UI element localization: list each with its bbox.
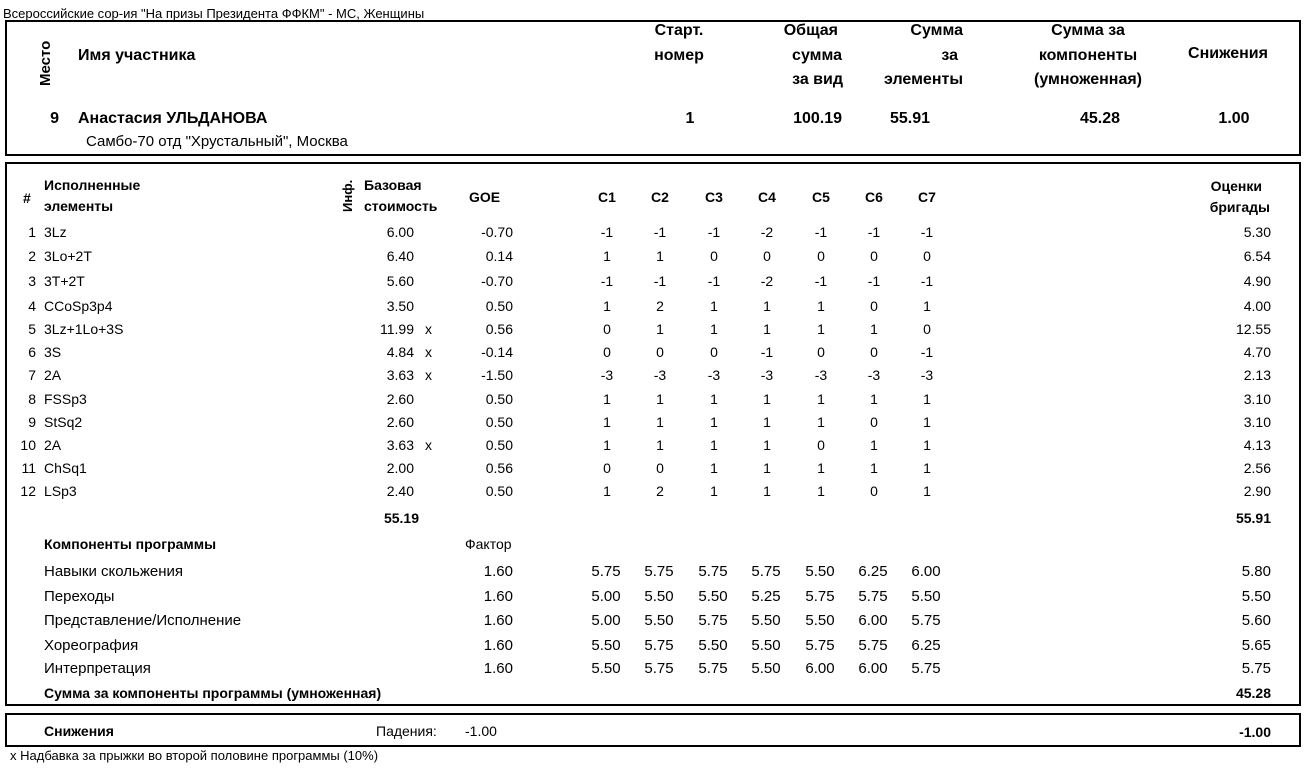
- component-judge-score: 5.50: [805, 612, 835, 629]
- element-judge-score: 1: [763, 298, 771, 314]
- component-judge-score: 6.00: [805, 660, 835, 677]
- goe-label: GOE: [469, 189, 501, 205]
- skater-club: Самбо-70 отд "Хрустальный", Москва: [86, 133, 348, 150]
- element-judge-score: 1: [763, 437, 771, 453]
- element-number: 5: [28, 321, 36, 337]
- element-judge-score: -2: [760, 273, 774, 289]
- skater-total: 100.19: [793, 110, 842, 127]
- element-judge-score: 2: [656, 483, 664, 499]
- element-number: 6: [28, 344, 36, 360]
- component-panel-score: 5.50: [1241, 588, 1271, 605]
- component-judge-score: 5.75: [805, 588, 835, 605]
- elements-base-total: 55.19: [383, 510, 419, 526]
- element-name: 3Lo+2T: [44, 248, 92, 264]
- component-judge-score: 5.75: [644, 637, 674, 654]
- component-judge-score: 6.00: [858, 660, 888, 677]
- element-judge-score: 1: [923, 298, 931, 314]
- element-judge-score: 0: [817, 248, 825, 264]
- deductions-section-label: Снижения: [44, 723, 114, 739]
- element-panel-score: 3.10: [1243, 391, 1271, 407]
- element-judge-score: -3: [814, 367, 828, 383]
- element-judge-score: 1: [763, 460, 771, 476]
- component-judge-score: 5.75: [591, 563, 621, 580]
- element-goe: 0.50: [485, 298, 513, 314]
- element-judge-score: 1: [710, 483, 718, 499]
- element-judge-score: 1: [923, 483, 931, 499]
- element-judge-score: 0: [603, 321, 611, 337]
- element-judge-score: 1: [656, 414, 664, 430]
- component-judge-score: 5.75: [858, 588, 888, 605]
- component-panel-score: 5.75: [1241, 660, 1271, 677]
- component-judge-score: 5.50: [805, 563, 835, 580]
- element-number: 7: [28, 367, 36, 383]
- element-goe: 0.56: [485, 460, 513, 476]
- element-base: 2.40: [386, 483, 414, 499]
- element-panel-score: 2.90: [1243, 483, 1271, 499]
- component-judge-score: 6.00: [858, 612, 888, 629]
- element-number: 12: [20, 483, 36, 499]
- component-judge-score: 5.50: [698, 588, 728, 605]
- component-judge-score: 5.50: [751, 637, 781, 654]
- element-judge-score: 1: [763, 414, 771, 430]
- element-number: 4: [28, 298, 36, 314]
- element-judge-score: 1: [870, 460, 878, 476]
- element-judge-score: -3: [867, 367, 881, 383]
- element-judge-score: 1: [817, 391, 825, 407]
- component-judge-score: 5.75: [751, 563, 781, 580]
- skater-name: Анастасия УЛЬДАНОВА: [78, 110, 268, 127]
- element-judge-score: 1: [710, 298, 718, 314]
- element-base: 6.00: [386, 224, 414, 240]
- total-label-2: сумма: [792, 47, 842, 64]
- element-info: x: [425, 437, 432, 453]
- element-judge-score: -1: [600, 273, 614, 289]
- element-judge-score: 1: [603, 248, 611, 264]
- element-goe: 0.50: [485, 437, 513, 453]
- component-judge-score: 5.50: [591, 637, 621, 654]
- element-judge-score: 1: [603, 483, 611, 499]
- element-panel-score: 4.00: [1243, 298, 1271, 314]
- element-judge-score: -1: [867, 224, 881, 240]
- element-judge-score: 1: [710, 391, 718, 407]
- skater-deductions: 1.00: [1218, 110, 1250, 127]
- components-score-label-2: компоненты: [1038, 47, 1138, 64]
- element-judge-score: 1: [870, 391, 878, 407]
- executed-label-1: Исполненные: [44, 177, 141, 193]
- element-judge-score: 1: [656, 437, 664, 453]
- element-judge-score: 1: [817, 321, 825, 337]
- component-factor: 1.60: [483, 660, 513, 677]
- base-label-2: стоимость: [364, 198, 438, 214]
- element-judge-score: 0: [603, 460, 611, 476]
- element-goe: -1.50: [481, 367, 513, 383]
- element-number: 2: [28, 248, 36, 264]
- element-judge-score: -1: [653, 273, 667, 289]
- num-column-label: #: [23, 190, 31, 206]
- element-number: 3: [28, 273, 36, 289]
- component-judge-score: 6.25: [911, 637, 941, 654]
- element-judge-score: 1: [817, 483, 825, 499]
- element-judge-score: -3: [920, 367, 934, 383]
- element-name: FSSp3: [44, 391, 87, 407]
- component-judge-score: 5.75: [698, 612, 728, 629]
- element-judge-score: 1: [603, 298, 611, 314]
- element-name: 2A: [44, 367, 62, 383]
- component-judge-score: 5.50: [591, 660, 621, 677]
- component-judge-score: 5.75: [698, 563, 728, 580]
- element-info: x: [425, 321, 432, 337]
- component-judge-score: 5.75: [698, 660, 728, 677]
- element-judge-score: 1: [656, 321, 664, 337]
- element-judge-score: 1: [656, 248, 664, 264]
- element-number: 9: [28, 414, 36, 430]
- element-judge-score: 0: [656, 344, 664, 360]
- base-label-1: Базовая: [364, 177, 422, 193]
- element-judge-score: -3: [600, 367, 614, 383]
- deductions-total: -1.00: [1239, 724, 1271, 740]
- element-info: x: [425, 367, 432, 383]
- skater-start-number: 1: [685, 110, 695, 127]
- start-number-label-1: Старт.: [654, 22, 704, 39]
- element-base: 3.50: [386, 298, 414, 314]
- component-judge-score: 6.00: [911, 563, 941, 580]
- info-column-label: Инф.: [340, 179, 355, 212]
- element-judge-score: 0: [870, 248, 878, 264]
- place-column-label: Место: [37, 40, 54, 86]
- element-base: 2.00: [386, 460, 414, 476]
- component-factor: 1.60: [483, 637, 513, 654]
- component-judge-score: 5.50: [644, 612, 674, 629]
- element-name: 2A: [44, 437, 62, 453]
- element-name: LSp3: [44, 483, 77, 499]
- component-judge-score: 5.50: [644, 588, 674, 605]
- component-judge-score: 5.75: [911, 612, 941, 629]
- components-score-label-3: (умноженная): [1034, 71, 1142, 88]
- element-judge-score: 0: [763, 248, 771, 264]
- element-judge-score: 1: [603, 391, 611, 407]
- element-goe: -0.70: [481, 224, 513, 240]
- component-name: Переходы: [44, 588, 115, 605]
- component-judge-score: 5.50: [751, 612, 781, 629]
- element-judge-score: -1: [760, 344, 774, 360]
- element-judge-score: 0: [870, 298, 878, 314]
- element-panel-score: 2.56: [1243, 460, 1271, 476]
- components-title: Компоненты программы: [44, 536, 217, 552]
- element-base: 3.63: [386, 367, 414, 383]
- element-judge-score: 1: [763, 483, 771, 499]
- element-judge-score: 1: [817, 460, 825, 476]
- component-judge-score: 5.75: [911, 660, 941, 677]
- component-judge-score: 5.75: [644, 563, 674, 580]
- element-judge-score: -1: [814, 273, 828, 289]
- skater-components-score: 45.28: [1079, 110, 1121, 127]
- element-judge-score: -1: [653, 224, 667, 240]
- elements-score-label-1: Сумма: [910, 22, 963, 39]
- element-name: 3Lz+1Lo+3S: [44, 321, 124, 337]
- element-base: 5.60: [386, 273, 414, 289]
- element-panel-score: 5.30: [1243, 224, 1271, 240]
- component-name: Навыки скольжения: [44, 563, 184, 580]
- element-goe: 0.50: [485, 483, 513, 499]
- component-judge-score: 5.75: [644, 660, 674, 677]
- component-judge-score: 5.50: [751, 660, 781, 677]
- footnote: x Надбавка за прыжки во второй половине программы (10%): [10, 748, 379, 763]
- element-judge-score: 1: [817, 298, 825, 314]
- event-title: Всероссийские сор-ия "На призы Президента ФФКМ" - МС, Женщины: [3, 6, 425, 21]
- components-sum: 45.28: [1235, 685, 1271, 701]
- element-judge-score: 1: [710, 460, 718, 476]
- element-panel-score: 12.55: [1235, 321, 1271, 337]
- element-number: 8: [28, 391, 36, 407]
- element-judge-score: 0: [817, 437, 825, 453]
- component-name: Интерпретация: [44, 660, 151, 677]
- element-judge-score: -1: [920, 273, 934, 289]
- component-name: Хореография: [44, 637, 139, 654]
- element-judge-score: 0: [710, 344, 718, 360]
- element-judge-score: 1: [656, 391, 664, 407]
- element-judge-score: 0: [817, 344, 825, 360]
- element-panel-score: 4.13: [1243, 437, 1271, 453]
- component-judge-score: 5.50: [698, 637, 728, 654]
- judge-label: С4: [758, 189, 776, 205]
- element-judge-score: 1: [603, 414, 611, 430]
- element-number: 11: [21, 460, 36, 476]
- element-judge-score: -2: [760, 224, 774, 240]
- elements-total: 55.91: [1235, 510, 1271, 526]
- component-panel-score: 5.60: [1241, 612, 1271, 629]
- falls-label: Падения:: [376, 723, 437, 739]
- element-judge-score: -1: [707, 273, 721, 289]
- component-judge-score: 5.75: [858, 637, 888, 654]
- component-factor: 1.60: [483, 612, 513, 629]
- element-base: 3.63: [386, 437, 414, 453]
- executed-label-2: элементы: [44, 198, 114, 214]
- element-goe: -0.14: [481, 344, 513, 360]
- element-judge-score: 0: [710, 248, 718, 264]
- element-judge-score: 1: [923, 391, 931, 407]
- component-panel-score: 5.65: [1241, 637, 1271, 654]
- deductions-box: [5, 713, 1301, 747]
- component-panel-score: 5.80: [1241, 563, 1271, 580]
- element-base: 2.60: [386, 391, 414, 407]
- element-judge-score: 1: [870, 321, 878, 337]
- component-judge-score: 6.25: [858, 563, 888, 580]
- element-judge-score: 0: [870, 344, 878, 360]
- element-panel-score: 6.54: [1243, 248, 1271, 264]
- element-name: 3T+2T: [44, 273, 85, 289]
- element-number: 1: [28, 224, 36, 240]
- judge-label: С2: [651, 189, 669, 205]
- element-base: 11.99: [380, 321, 414, 337]
- component-name: Представление/Исполнение: [44, 612, 242, 629]
- element-judge-score: 0: [923, 321, 931, 337]
- element-judge-score: 1: [710, 321, 718, 337]
- element-judge-score: -3: [707, 367, 721, 383]
- element-judge-score: 1: [870, 437, 878, 453]
- components-score-label-1: Сумма за: [1051, 22, 1125, 39]
- skater-place: 9: [50, 110, 59, 127]
- element-judge-score: -1: [867, 273, 881, 289]
- element-judge-score: 2: [656, 298, 664, 314]
- element-name: 3S: [44, 344, 62, 360]
- element-judge-score: 1: [923, 460, 931, 476]
- element-number: 10: [20, 437, 36, 453]
- judge-label: С1: [598, 189, 616, 205]
- falls-value: -1.00: [465, 723, 497, 739]
- element-judge-score: 0: [923, 248, 931, 264]
- element-judge-score: 1: [763, 391, 771, 407]
- element-panel-score: 4.90: [1243, 273, 1271, 289]
- deductions-label: Снижения: [1188, 45, 1268, 62]
- judge-label: С7: [918, 189, 936, 205]
- element-base: 2.60: [386, 414, 414, 430]
- element-info: x: [425, 344, 432, 360]
- element-judge-score: 1: [923, 437, 931, 453]
- element-goe: 0.50: [485, 414, 513, 430]
- element-judge-score: 0: [870, 483, 878, 499]
- element-judge-score: 0: [870, 414, 878, 430]
- element-judge-score: -3: [653, 367, 667, 383]
- component-factor: 1.60: [483, 563, 513, 580]
- element-name: CCoSp3p4: [44, 298, 113, 314]
- component-judge-score: 5.75: [805, 637, 835, 654]
- element-base: 4.84: [386, 344, 414, 360]
- panel-label-2: бригады: [1209, 199, 1270, 215]
- element-goe: 0.50: [485, 391, 513, 407]
- factor-label: Фактор: [465, 536, 512, 552]
- name-column-label: Имя участника: [78, 47, 196, 64]
- component-judge-score: 5.25: [751, 588, 781, 605]
- element-judge-score: -1: [920, 224, 934, 240]
- element-judge-score: -1: [707, 224, 721, 240]
- element-name: StSq2: [44, 414, 83, 430]
- components-sum-label: Сумма за компоненты программы (умноженная): [44, 685, 382, 701]
- component-judge-score: 5.00: [591, 588, 621, 605]
- total-label-1: Общая: [783, 22, 838, 39]
- element-goe: -0.70: [481, 273, 513, 289]
- total-label-3: за вид: [792, 71, 843, 88]
- elements-score-label-2: за: [941, 47, 958, 64]
- element-panel-score: 4.70: [1243, 344, 1271, 360]
- element-judge-score: 1: [710, 414, 718, 430]
- element-judge-score: -1: [920, 344, 934, 360]
- element-judge-score: 1: [603, 437, 611, 453]
- component-judge-score: 5.00: [591, 612, 621, 629]
- judge-label: С5: [812, 189, 830, 205]
- element-panel-score: 2.13: [1243, 367, 1271, 383]
- skater-elements-score: 55.91: [889, 110, 930, 127]
- start-number-label-2: номер: [654, 47, 704, 64]
- element-base: 6.40: [386, 248, 414, 264]
- element-judge-score: 1: [923, 414, 931, 430]
- element-goe: 0.14: [485, 248, 513, 264]
- element-goe: 0.56: [485, 321, 513, 337]
- element-judge-score: -1: [814, 224, 828, 240]
- element-judge-score: -3: [760, 367, 774, 383]
- elements-score-label-3: элементы: [884, 71, 963, 88]
- element-judge-score: 0: [656, 460, 664, 476]
- element-judge-score: 1: [817, 414, 825, 430]
- element-judge-score: -1: [600, 224, 614, 240]
- component-judge-score: 5.50: [911, 588, 941, 605]
- element-judge-score: 0: [603, 344, 611, 360]
- element-judge-score: 1: [763, 321, 771, 337]
- element-name: ChSq1: [44, 460, 87, 476]
- element-judge-score: 1: [710, 437, 718, 453]
- element-panel-score: 3.10: [1243, 414, 1271, 430]
- element-name: 3Lz: [44, 224, 67, 240]
- judge-label: С6: [865, 189, 883, 205]
- panel-label-1: Оценки: [1210, 178, 1262, 194]
- component-factor: 1.60: [483, 588, 513, 605]
- judge-label: С3: [705, 189, 723, 205]
